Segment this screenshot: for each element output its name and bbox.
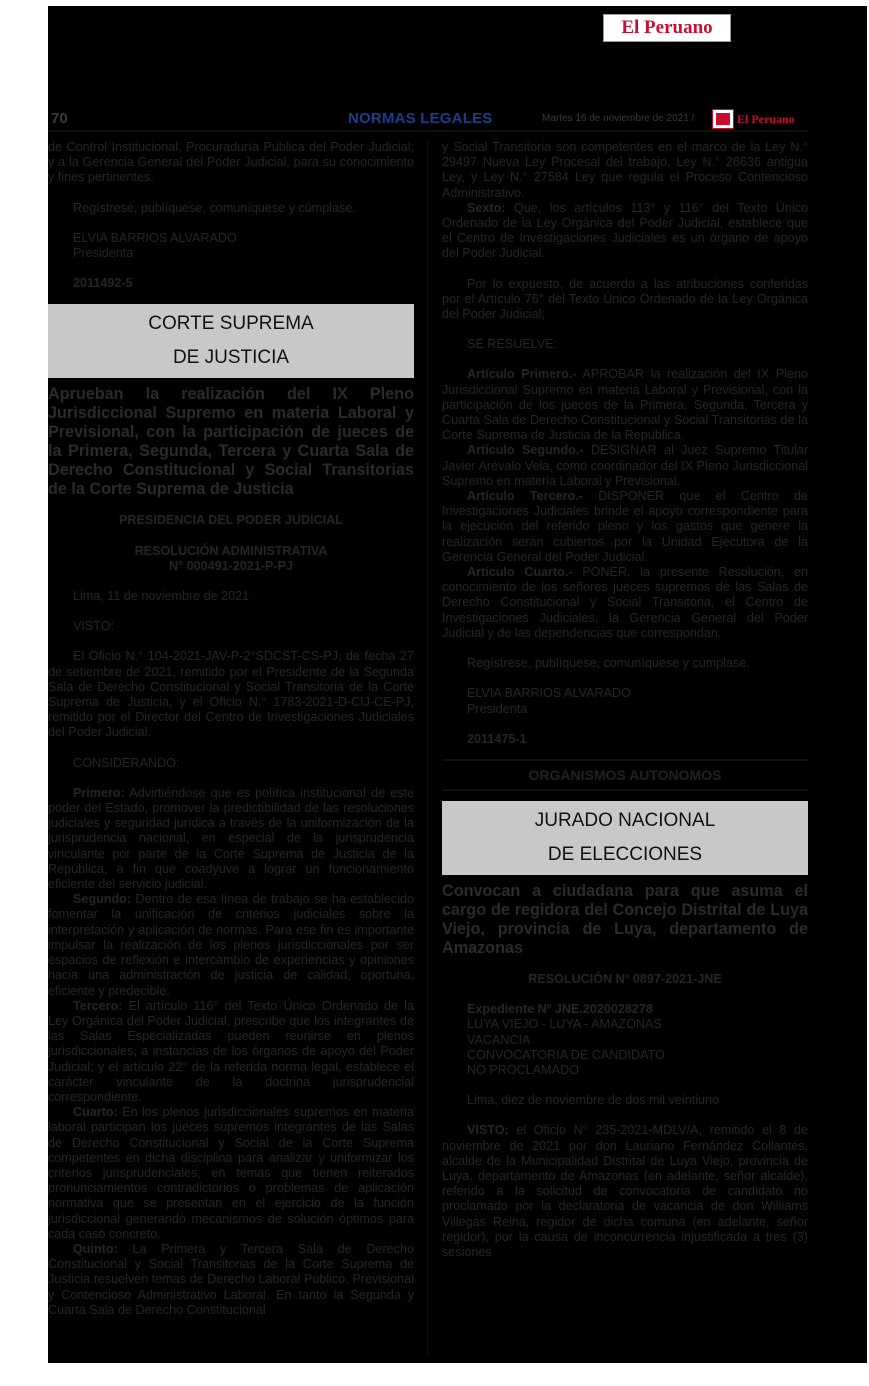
section-label: ORGANISMOS AUTONOMOS: [528, 766, 722, 783]
resolution-number: RESOLUCIÓN Nº 0897-2021-JNE: [528, 971, 722, 986]
article-lead: Artículo Cuarto.-: [467, 565, 573, 580]
article-body: PONER, la presente Resolución, en conocimiento de los señores jueces supremos de las Salas de Derecho Constitucional y Social Transitoria, el Centro de Investigaciones Judiciales, la Gerencia General del Poder Judicial y de las dependencias que correspondan.: [442, 565, 808, 640]
paragraph-quinto: [48, 1242, 414, 1318]
header-logo-text: El Peruano: [737, 111, 795, 126]
paragraph-lead: Primero:: [73, 785, 125, 800]
institution-box: [48, 304, 414, 378]
article-body: APROBAR la realización del IX Pleno Jurisdiccional Supremo en materia Laboral y Previsional, con la participación de los jueces de la Primera, Segunda, Tercera y Cuarta Sala de Derecho Constitucional y Social Transitorias de la Corte Suprema de Justicia de la República.: [442, 367, 808, 443]
el-peruano-logo: El Peruano: [603, 14, 731, 42]
continued-text: y Social Transitoria son competentes en el marco de la Ley N.° 29497 Nueva Ley Procesal del trabajo, Ley N.° 26636 antigua Ley, y Ley N.° 27584 Ley que regula el Proceso Contencioso Administrativo.: [442, 140, 808, 200]
header-rule: [48, 130, 808, 132]
page-number: 70: [51, 110, 68, 127]
institution-box: [442, 801, 808, 875]
paragraph-body: Advirtiéndose que es política institucional de este poder del Estado, promover la predictibilidad de las resoluciones judiciales y seguridad jurídica a través de la uniformización de la jurisprudencia nacional, en especial de la jurisprudencia vinculante por parte de la Corte Suprema de Justicia de la República, a fin que coadyuve a lograr un funcionamiento eficiente del servicio judicial.: [48, 785, 414, 892]
left-column: [48, 140, 414, 1318]
paragraph-body: En los plenos jurisdiccionales supremos en materia laboral participan los jueces supremos integrantes de las Salas de Derecho Constitucional y Social de la Corte Suprema competentes en dicha disciplina para analizar y uniformizar los criterios jurisprudenciales, en temas que tienen reiterados pronunciamientos contradictorios o problemas de aplicación normativa que se presentan en el ejercicio de la función jurisdiccional generando mecanismos de solución óptimos para cada caso concreto.: [48, 1105, 414, 1241]
publication-code: 2011475-1: [467, 731, 527, 746]
signer-title: Presidenta: [467, 701, 528, 716]
paragraph-lead: Sexto:: [467, 200, 506, 215]
intro-text: de Control Institucional, Procuraduría Pública del Poder Judicial; y a la Gerencia General del Poder Judicial, para su conocimiento y fines pertinentes.: [48, 140, 414, 185]
expediente-label: Expediente Nº JNE.2020028278: [467, 1002, 653, 1017]
institution-line-1: JURADO NACIONAL: [534, 809, 716, 831]
coat-of-arms-icon: [712, 109, 734, 129]
resolution-line-1: RESOLUCIÓN ADMINISTRATIVA: [134, 543, 328, 558]
presidency-label: PRESIDENCIA DEL PODER JUDICIAL: [119, 513, 343, 528]
page-header: [48, 108, 808, 130]
paragraph-tercero: [48, 999, 414, 1105]
por-lo-expuesto: Por lo expuesto, de acuerdo a las atribuciones conferidas por el Artículo 76° del Texto Único Ordenado de la Ley Orgánica del Poder Judicial;: [442, 276, 808, 322]
se-resuelve-label: SE RESUELVE:: [467, 337, 558, 352]
article-lead: Artículo Primero.-: [467, 367, 577, 382]
registrese-text: Regístrese, publíquese, comuníquese y cúmplase.: [467, 656, 750, 671]
paragraph-body: Que, los artículos 113° y 116° del Texto Único Ordenado de la Ley Orgánica del Poder Judicial, establece que el Centro de Investigaciones Judiciales es un órgano de apoyo del Poder Judicial.: [442, 200, 808, 261]
visto-paragraph: [442, 1123, 808, 1260]
registrese-text: Regístrese, publíquese, comuníquese y cúmplase.: [73, 200, 356, 215]
page-bottom-band: [48, 1356, 867, 1363]
article-lead: Artículo Tercero.-: [467, 489, 583, 504]
place-date: Lima, diez de noviembre de dos mil veintiuno: [467, 1093, 720, 1108]
visto-lead: VISTO:: [467, 1123, 509, 1138]
visto-label: VISTO:: [73, 619, 115, 634]
expediente-line: CONVOCATORIA DE CANDIDATO: [467, 1047, 665, 1062]
section-title: NORMAS LEGALES: [348, 110, 493, 127]
header-date: Martes 16 de noviembre de 2021 /: [542, 113, 695, 124]
article-body: DESIGNAR al Juez Supremo Titular Javier Arévalo Vela, como coordinador del IX Pleno Jurisdiccional Supremo en materia Laboral y Previsional.: [442, 443, 808, 488]
considerando-label: CONSIDERANDO:: [73, 755, 180, 770]
paragraph-cuarto: [48, 1105, 414, 1242]
place-date: Lima, 11 de noviembre de 2021: [73, 589, 250, 604]
paragraph-segundo: [48, 892, 414, 998]
paragraph-primero: [48, 786, 414, 892]
article-headline: Aprueban la realización del IX Pleno Jurisdiccional Supremo en materia Laboral y Previsional, con la participación de jueces de la Primera, Segunda, Tercera y Cuarta Sala de Derecho Constitucional y Social Transitorias de la Corte Suprema de Justicia: [48, 385, 414, 499]
visto-body: el Oficio N° 235-2021-MDLV/A, remitido el 8 de noviembre de 2021 por don Lauriano Fernández Collantes, alcalde de la Municipalidad Distrital de Luya Viejo, provincia de Luya, departamento de Amazonas (en adelante, señor alcalde), referido a la solicitud de convocatoria de candidato no proclamado por la declaratoria de vacancia de don Williams Villegas Reina, regidor de dicha comuna (en adelante, señor regidor), por la causa de inconcurrencia injustificada a tres (3) sesiones: [442, 1123, 808, 1259]
paragraph-sexto: [442, 201, 808, 262]
article-cuarto: [442, 565, 808, 641]
resolution-line-2: N° 000491-2021-P-PJ: [168, 558, 294, 573]
institution-line-2: DE ELECCIONES: [547, 843, 703, 865]
visto-text: El Oficio N.° 104-2021-JAV-P-2°SDCST-CS-PJ, de fecha 27 de setiembre de 2021, remitido por el Presidente de la Segunda Sala de Derecho Constitucional y Social Transitoria de la Corte Suprema de Justicia, y el Oficio N.° 1783-2021-D-CIJ-CE-PJ, remitido por el Director del Centro de Investigaciones Judiciales del Poder Judicial.: [48, 649, 414, 740]
article-lead: Artículo Segundo.-: [467, 443, 584, 458]
expediente-line: LUYA VIEJO - LUYA - AMAZONAS: [467, 1017, 662, 1032]
expediente-line: VACANCIA: [467, 1032, 531, 1047]
paragraph-body: La Primera y Tercera Sala de Derecho Constitucional y Social Transitorias de la Corte Suprema de Justicia resuelven temas de Derecho Laboral Público, Previsional y Contencioso Administrativo Laboral. En tanto la Segunda y Cuarta Sala de Derecho Constitucional: [48, 1241, 414, 1317]
paragraph-lead: Segundo:: [73, 892, 132, 907]
article-primero: [442, 367, 808, 443]
header-logo: [712, 109, 795, 129]
signer-name: ELVIA BARRIOS ALVARADO: [467, 686, 631, 701]
right-column: [442, 140, 808, 1260]
article-segundo: [442, 443, 808, 489]
column-divider: [427, 140, 428, 1355]
institution-line-2: DE JUSTICIA: [172, 347, 290, 369]
institution-line-1: CORTE SUPREMA: [148, 313, 314, 335]
article-body: DISPONER que el Centro de Investigaciones Judiciales brinde el apoyo correspondiente para la ejecución del referido pleno y los gastos que genere la realización serán cubiertos por la Unidad Ejecutora de la Gerencia General del Poder Judicial.: [442, 489, 808, 564]
paragraph-body: El artículo 116° del Texto Único Ordenado de la Ley Orgánica del Poder Judicial, prescribe que los integrantes de las Salas Especializadas pueden reunirse en plenos jurisdiccionales, a instancias de los órganos de apoyo del Poder Judicial; y el artículo 22° de la referida norma legal, establece el carácter vinculante de la doctrina jurisprudencial correspondiente.: [48, 998, 414, 1104]
paragraph-body: Dentro de esa línea de trabajo se ha establecido fomentar la unificación de criterios judiciales sobre la interpretación y aplicación de normas. Para ese fin es importante impulsar la realización de los plenos jurisdiccionales por ser espacios de reflexión e intercambio de experiencias y opiniones hacia una administración de justicia de calidad, oportuna, eficiente y predecible.: [48, 892, 414, 998]
paragraph-lead: Quinto:: [73, 1241, 118, 1256]
expediente-line: NO PROCLAMADO: [467, 1062, 579, 1077]
signer-title: Presidenta: [73, 246, 134, 261]
paragraph-lead: Cuarto:: [73, 1105, 118, 1120]
paragraph-lead: Tercero:: [73, 998, 123, 1013]
article-tercero: [442, 489, 808, 565]
signer-name: ELVIA BARRIOS ALVARADO: [73, 230, 237, 245]
article-headline: Convocan a ciudadana para que asuma el cargo de regidora del Concejo Distrital de Luya Viejo, provincia de Luya, departamento de Amazonas: [442, 881, 808, 957]
publication-code: 2011492-5: [73, 276, 133, 291]
